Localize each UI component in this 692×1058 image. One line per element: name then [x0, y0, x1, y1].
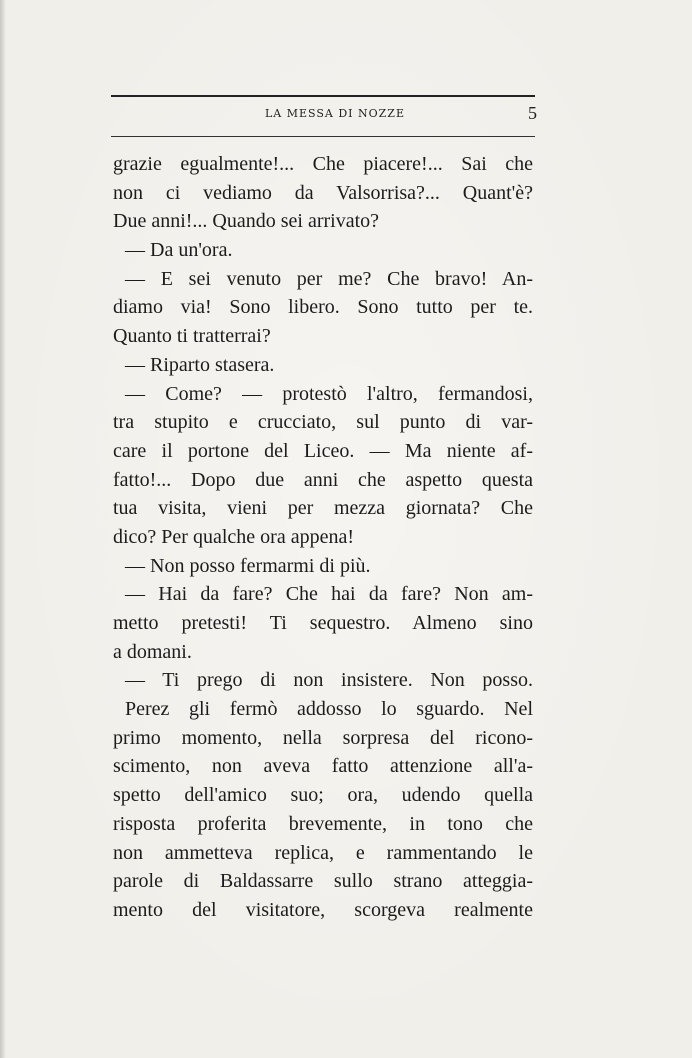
header-rule-top: [111, 95, 535, 97]
text-line: — Riparto stasera.: [125, 353, 275, 376]
page-number: 5: [528, 103, 537, 123]
running-title: LA MESSA DI NOZZE: [265, 107, 405, 120]
text-line: tra stupito e crucciato, sul punto di var-: [113, 411, 533, 434]
text-line: mento del visitatore, scorgeva realmente: [113, 898, 533, 921]
text-line: spetto dell'amico suo; ora, udendo quella: [113, 784, 533, 807]
text-line: parole di Baldassarre sullo strano atteggia-: [113, 870, 533, 893]
text-line: Due anni!... Quando sei arrivato?: [113, 210, 380, 233]
header-rule-bottom: [111, 136, 535, 137]
text-line: — Ti prego di non insistere. Non posso.: [125, 669, 533, 692]
text-line: — Da un'ora.: [125, 239, 233, 262]
text-line: Quanto ti tratterrai?: [113, 325, 271, 348]
text-line: — E sei venuto per me? Che bravo! An-: [125, 267, 533, 290]
text-line: diamo via! Sono libero. Sono tutto per te.: [113, 296, 533, 319]
text-line: — Hai da fare? Che hai da fare? Non am-: [125, 583, 533, 606]
text-line: a domani.: [113, 640, 192, 663]
text-line: care il portone del Liceo. — Ma niente af-: [113, 439, 533, 462]
text-line: tua visita, vieni per mezza giornata? Che: [113, 497, 533, 520]
text-line: non ci vediamo da Valsorrisa?... Quant'è?: [113, 181, 533, 204]
text-line: dico? Per qualche ora appena!: [113, 525, 354, 548]
text-line: grazie egualmente!... Che piacere!... Sai che: [113, 153, 533, 175]
page-edge-shadow: [0, 0, 6, 1058]
text-line: Perez gli fermò addosso lo sguardo. Nel: [125, 698, 533, 721]
text-line: fatto!... Dopo due anni che aspetto questa: [113, 468, 533, 491]
text-line: scimento, non aveva fatto attenzione all'a-: [113, 755, 533, 778]
text-line: non ammetteva replica, e rammentando le: [113, 841, 533, 864]
text-line: primo momento, nella sorpresa del ricono-: [113, 726, 533, 749]
body-text: [113, 150, 533, 925]
text-line: metto pretesti! Ti sequestro. Almeno sino: [113, 612, 533, 634]
text-line: — Come? — protestò l'altro, fermandosi,: [125, 382, 533, 405]
text-line: — Non posso fermarmi di più.: [125, 554, 371, 577]
text-line: risposta proferita brevemente, in tono che: [113, 812, 533, 835]
